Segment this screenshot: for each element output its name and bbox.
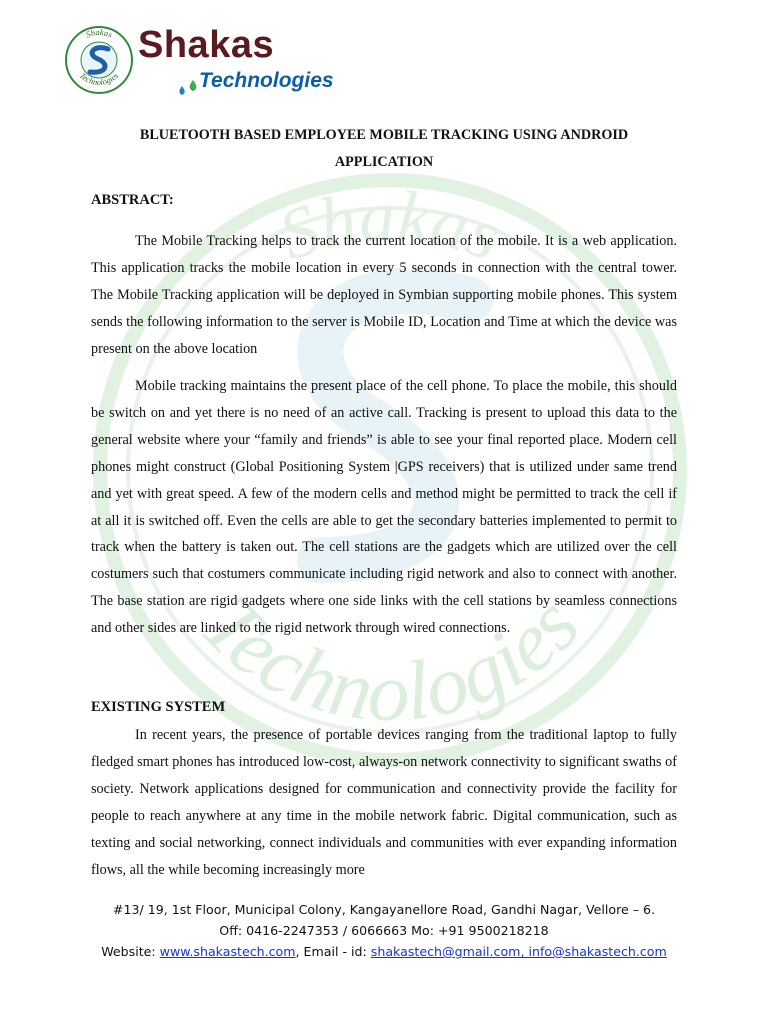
existing-system-heading: EXISTING SYSTEM [91, 699, 226, 715]
email-label: , Email - id: [295, 944, 371, 959]
footer-phone: Off: 0416-2247353 / 6066663 Mo: +91 9500218218 [219, 923, 549, 938]
title-line-1: BLUETOOTH BASED EMPLOYEE MOBILE TRACKING USING ANDROID [139, 127, 629, 143]
paragraph-text: Mobile tracking maintains the present place of the cell phone. To place the mobile, this should be switch on and yet there is no need of an active call. Tracking is present to upload this data to the general website where your “family and friends” is able to see your final reported place. Modern cell phones might construct (Global Positioning System |GPS receivers) that is utilized under same trend and yet with great speed. A few of the modern cells and method might be permitted to track the cell if at all it is switched off. Even the cells are able to get the secondary batteries implemented to permit to track when the battery is taken out. The cell stations are the gadgets which are utilized over the cell costumers such that costumers communicate including rigid network and also to connect with another. The base station are rigid gadgets where one side links with the cell stations by seamless connections and other sides are linked to the rigid network through wired connections. [91, 378, 677, 637]
company-logo [64, 18, 334, 104]
paragraph-text: In recent years, the presence of portable devices ranging from the traditional laptop to fully fledged smart phones has introduced low-cost, always-on network connectivity to significant swaths of society. Network applications designed for communication and connectivity provide the facility for people to reach anywhere at any time in the mobile network fabric. Digital communication, such as texting and social networking, connect individuals and communities with ever expanding information flows, all the while becoming increasingly more [91, 727, 677, 878]
website-link[interactable]: www.shakastech.com [159, 944, 296, 959]
title-line-2: APPLICATION [334, 154, 434, 170]
svg-text:Technologies: Technologies [77, 70, 121, 88]
svg-text:Shakas: Shakas [84, 26, 114, 40]
footer-address: #13/ 19, 1st Floor, Municipal Colony, Kangayanellore Road, Gandhi Nagar, Vellore – 6. [112, 902, 656, 917]
existing-system-paragraph [91, 722, 677, 883]
seal-icon [64, 18, 134, 104]
paragraph-text: The Mobile Tracking helps to track the current location of the mobile. It is a web application. This application tracks the mobile location in every 5 seconds in connection with the central tower. The Mobile Tracking application will be deployed in Symbian supporting mobile phones. This system sends the following information to the server is Mobile ID, Location and Time at which the device was present on the above location [91, 233, 677, 357]
abstract-heading: ABSTRACT: [91, 192, 174, 208]
svg-text:Technologies: Technologies [182, 578, 598, 740]
email-link[interactable]: shakastech@gmail.com, info@shakastech.com [370, 944, 667, 959]
page-footer [0, 899, 768, 962]
website-label: Website: [101, 944, 160, 959]
svg-text:Shakas: Shakas [268, 175, 513, 276]
document-title [90, 122, 678, 176]
abstract-paragraph-1 [91, 228, 677, 363]
footer-contact [0, 941, 768, 962]
brand-name: Shakas [138, 24, 275, 66]
abstract-paragraph-2 [91, 373, 677, 642]
brand-tagline: Technologies [199, 69, 334, 92]
